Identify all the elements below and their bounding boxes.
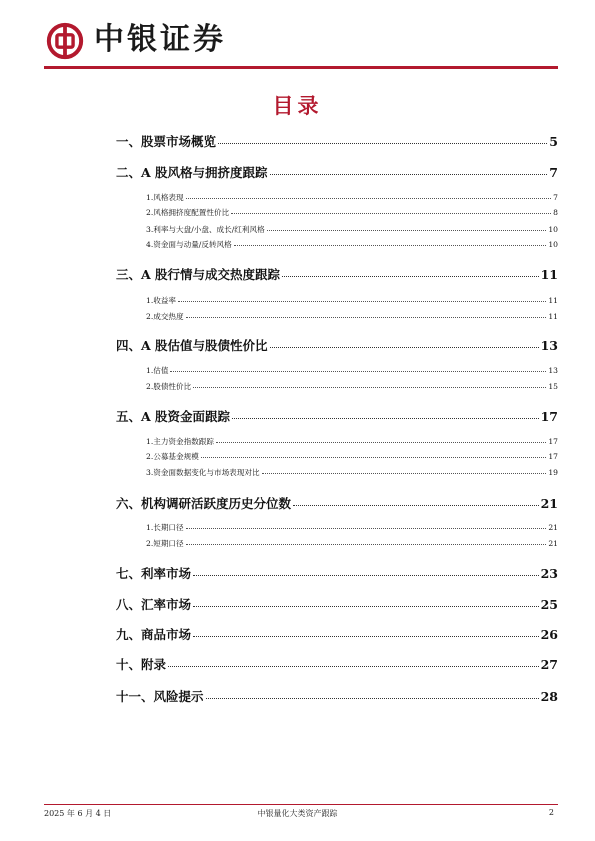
footer-divider <box>44 804 558 805</box>
toc-entry-label: 1.收益率 <box>146 296 177 305</box>
toc-entry-label: 十一、风险提示 <box>116 689 204 704</box>
toc-entry-label: 一、股票市场概览 <box>116 134 217 149</box>
toc-section-entry[interactable] <box>116 132 558 150</box>
toc-dot-leader <box>232 417 539 419</box>
toc-dot-leader <box>206 697 539 699</box>
toc-entry-label: 九、商品市场 <box>116 627 192 642</box>
toc-entry-page: 17 <box>548 452 558 461</box>
toc-entry-label: 1.估值 <box>146 366 169 375</box>
toc-dot-leader <box>201 456 547 458</box>
toc-section-entry[interactable] <box>116 687 558 705</box>
toc-dot-leader <box>193 574 539 576</box>
toc-dot-leader <box>186 197 552 199</box>
header-divider <box>44 66 558 69</box>
toc-dot-leader <box>186 527 547 529</box>
toc-entry-label: 1.风格表现 <box>146 193 184 202</box>
toc-entry-page: 21 <box>548 523 558 532</box>
toc-subsection-entry[interactable] <box>116 522 558 533</box>
toc-entry-label: 2.短期口径 <box>146 539 184 548</box>
toc-entry-label: 七、利率市场 <box>116 566 192 581</box>
bank-of-china-logo-icon <box>46 22 84 60</box>
toc-entry-label: 八、汇率市场 <box>116 597 192 612</box>
toc-entry-label: 4.资金面与动量/反转风格 <box>146 240 232 249</box>
toc-subsection-entry[interactable] <box>116 224 558 235</box>
toc-entry-page: 26 <box>540 627 558 642</box>
toc-dot-leader <box>216 441 546 443</box>
footer-page-number: 2 <box>548 808 554 817</box>
toc-entry-page: 7 <box>549 165 558 180</box>
toc-entry-label: 2.风格拥挤度配置性价比 <box>146 208 230 217</box>
toc-section-entry[interactable] <box>116 494 558 512</box>
toc-dot-leader <box>282 275 539 277</box>
toc-subsection-entry[interactable] <box>116 436 558 447</box>
page-header <box>0 0 595 80</box>
toc-dot-leader <box>262 472 547 474</box>
brand-name: 中银证券 <box>94 22 226 57</box>
toc-entry-page: 21 <box>540 496 558 511</box>
toc-dot-leader <box>231 212 551 214</box>
toc-dot-leader <box>218 142 547 144</box>
toc-subsection-entry[interactable] <box>116 451 558 462</box>
toc-entry-page: 15 <box>548 382 558 391</box>
toc-entry-label: 2.公募基金规模 <box>146 452 199 461</box>
toc-dot-leader <box>267 229 547 231</box>
toc-entry-page: 11 <box>540 267 558 282</box>
toc-entry-page: 23 <box>540 566 558 581</box>
toc-dot-leader <box>193 605 539 607</box>
toc-entry-page: 8 <box>553 208 558 217</box>
toc-entry-page: 7 <box>553 193 558 202</box>
toc-entry-label: 六、机构调研活跃度历史分位数 <box>116 496 292 511</box>
toc-subsection-entry[interactable] <box>116 311 558 322</box>
toc-entry-page: 13 <box>540 338 558 353</box>
toc-entry-label: 3.资金面数据变化与市场表现对比 <box>146 468 260 477</box>
toc-entry-label: 十、附录 <box>116 657 167 672</box>
toc-title: 目录 <box>272 93 323 118</box>
toc-section-entry[interactable] <box>116 163 558 181</box>
toc-subsection-entry[interactable] <box>116 381 558 392</box>
toc-entry-label: 三、A 股行情与成交热度跟踪 <box>116 267 281 282</box>
toc-entry-label: 四、A 股估值与股债性价比 <box>116 338 268 353</box>
toc-subsection-entry[interactable] <box>116 295 558 306</box>
toc-dot-leader <box>186 543 547 545</box>
toc-subsection-entry[interactable] <box>116 207 558 218</box>
toc-entry-page: 28 <box>540 689 558 704</box>
toc-entry-label: 2.成交热度 <box>146 312 184 321</box>
toc-dot-leader <box>170 370 546 372</box>
toc-dot-leader <box>270 173 548 175</box>
toc-section-entry[interactable] <box>116 595 558 613</box>
toc-subsection-entry[interactable] <box>116 467 558 478</box>
toc-subsection-entry[interactable] <box>116 365 558 376</box>
toc-entry-page: 10 <box>548 225 558 234</box>
toc-entry-page: 11 <box>548 296 558 305</box>
toc-entry-page: 19 <box>548 468 558 477</box>
footer-date: 2025 年 6 月 4 日 <box>44 809 112 818</box>
toc-section-entry[interactable] <box>116 336 558 354</box>
toc-section-entry[interactable] <box>116 625 558 643</box>
toc-entry-page: 13 <box>548 366 558 375</box>
toc-dot-leader <box>234 244 547 246</box>
toc-dot-leader <box>178 300 546 302</box>
toc-entry-page: 25 <box>540 597 558 612</box>
toc-subsection-entry[interactable] <box>116 538 558 549</box>
toc-entry-label: 1.主力资金指数跟踪 <box>146 437 214 446</box>
toc-dot-leader <box>270 346 539 348</box>
toc-entry-page: 27 <box>540 657 558 672</box>
toc-entry-page: 11 <box>548 312 558 321</box>
toc-dot-leader <box>193 386 546 388</box>
toc-entry-page: 21 <box>548 539 558 548</box>
toc-dot-leader <box>293 504 539 506</box>
toc-dot-leader <box>186 316 547 318</box>
toc-subsection-entry[interactable] <box>116 192 558 203</box>
toc-entry-page: 17 <box>540 409 558 424</box>
toc-section-entry[interactable] <box>116 655 558 673</box>
toc-entry-label: 五、A 股资金面跟踪 <box>116 409 231 424</box>
toc-section-entry[interactable] <box>116 407 558 425</box>
toc-dot-leader <box>193 635 539 637</box>
toc-subsection-entry[interactable] <box>116 239 558 250</box>
toc-entry-page: 17 <box>548 437 558 446</box>
toc-entry-page: 5 <box>549 134 558 149</box>
toc-entry-label: 2.股债性价比 <box>146 382 192 391</box>
toc-section-entry[interactable] <box>116 564 558 582</box>
toc-entry-label: 1.长期口径 <box>146 523 184 532</box>
toc-section-entry[interactable] <box>116 265 558 283</box>
toc-entry-page: 10 <box>548 240 558 249</box>
footer-report-title: 中银量化大类资产跟踪 <box>257 809 338 818</box>
toc-dot-leader <box>168 665 539 667</box>
toc-entry-label: 3.利率与大盘/小盘、成长/红利风格 <box>146 225 265 234</box>
toc-entry-label: 二、A 股风格与拥挤度跟踪 <box>116 165 268 180</box>
